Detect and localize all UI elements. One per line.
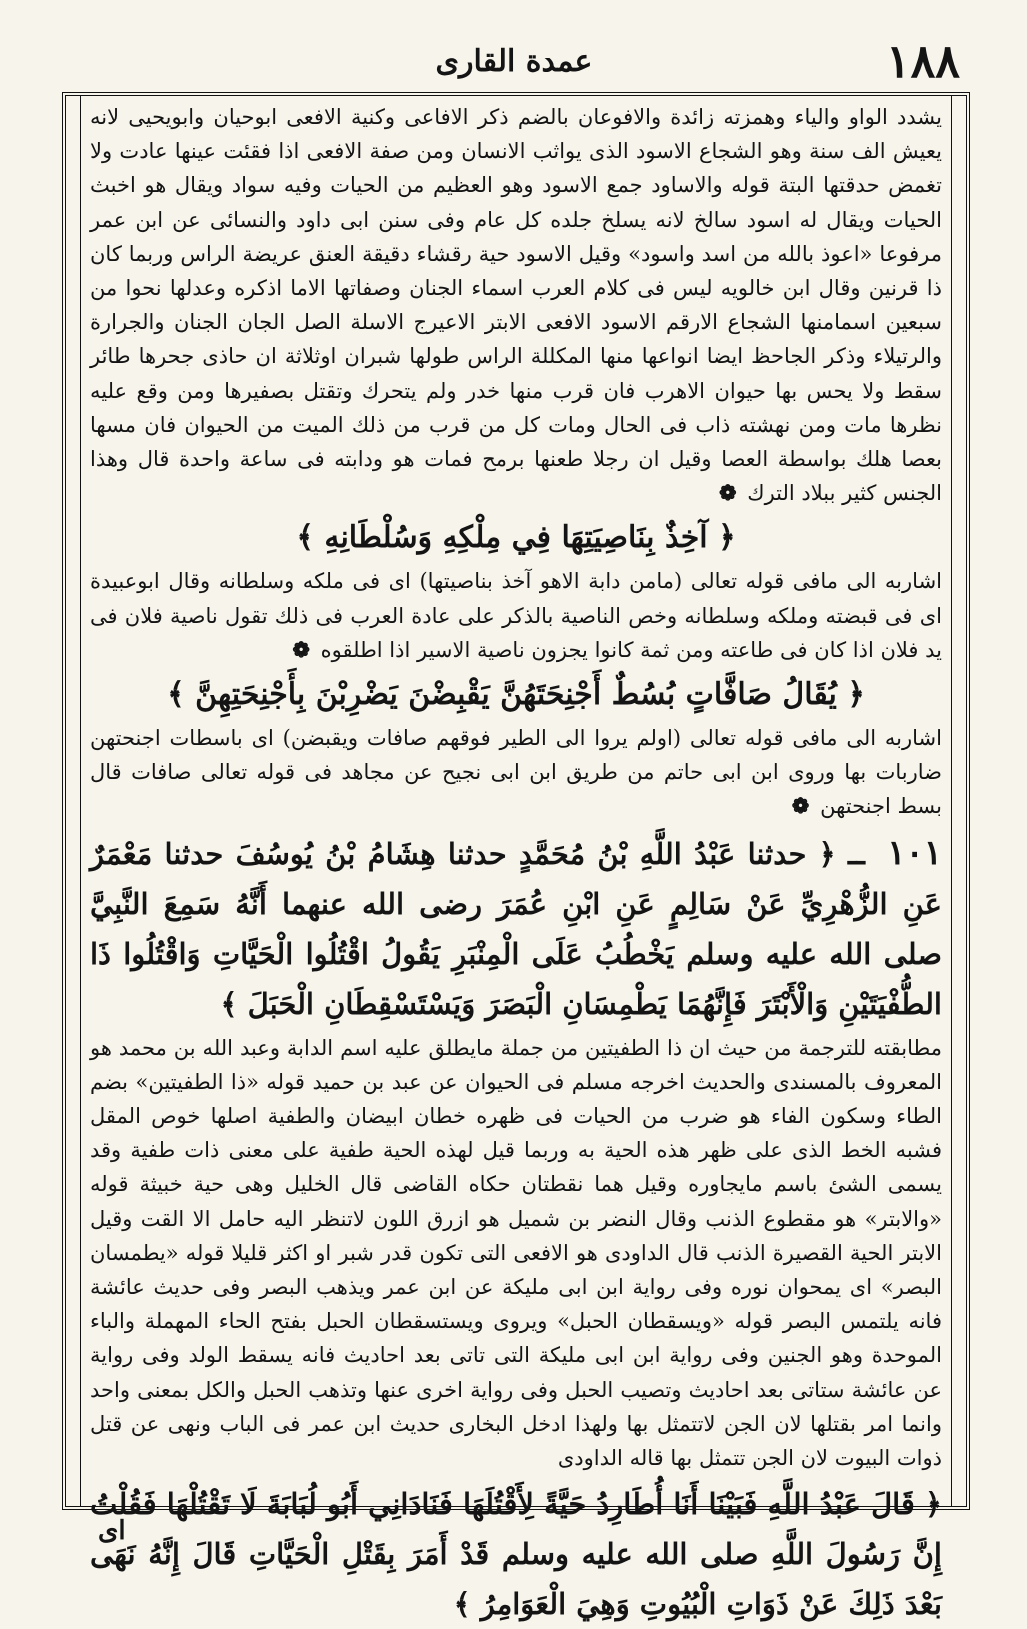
page-number: ١٨٨ <box>885 34 960 88</box>
running-title: عمدة القارى <box>435 44 593 79</box>
paragraph-text: اشاربه الى مافى قوله تعالى (اولم يروا الى الطير فوقهم صافات ويقبضن) اى باسطات اجنحتهن ضاربات بها وروى ابن ابى حاتم من طريق ابن ابى نجيح عن مجاهد فى قوله تعالى صافات قال بسط اجنحتهن <box>90 726 942 819</box>
hadith-dash: ــ <box>847 836 865 871</box>
hadith-text: حدثنا عَبْدُ اللَّهِ بْنُ مُحَمَّدٍ حدثنا هِشَامُ بْنُ يُوسُفَ حدثنا مَعْمَرٌ عَنِ الزُّهْرِيِّ عَنْ سَالِمٍ عَنِ ابْنِ عُمَرَ رضى الله عنهما أَنَّهُ سَمِعَ النَّبِيَّ صلى الله عليه وسلم يَخْطُبُ عَلَى الْمِنْبَرِ يَقُولُ اقْتُلُوا الْحَيَّاتِ وَاقْتُلُوا ذَا الطُّفْيَتَيْنِ وَالْأَبْتَرَ فَإِنَّهُمَا يَطْمِسَانِ الْبَصَرَ وَيَسْتَسْقِطَانِ الْحَبَلَ <box>90 836 942 1021</box>
page-header <box>60 34 968 88</box>
body-text <box>90 100 942 1622</box>
commentary-paragraph-4 <box>90 1031 942 1476</box>
chapter-heading-1 <box>90 516 942 560</box>
paragraph-text: مطابقته للترجمة من حيث ان ذا الطفيتين من جملة مايطلق عليه اسم الدابة وعبد الله بن محمد هو المعروف بالمسندى والحديث اخرجه مسلم فى الحيوان عن عبد بن حميد قوله «ذا الطفيتين» بضم الطاء وسكون الفاء هو ضرب من الحيات فى ظهره خطان ابيضان والطفية اصلها خوص المقل فشبه الخط الذى على ظهر هذه الحية به وربما قيل لهذه الحية طفية على معنى ذات طفية وقد يسمى الشئ باسم مايجاوره وقيل هما نقطتان حكاه القاضى قال الخليل وهى حية خبيثة قوله «والابتر» هو مقطوع الذنب وقال النضر بن شميل هو ازرق اللون لاتنظر اليه حامل الا القت وقيل الابتر الحية القصيرة الذنب قال الداودى هو الافعى التى تكون قدر شبر او اكثر قليلا قوله «يطمسان البصر» اى يمحوان نوره وفى رواية ابن ابى مليكة عن ابن عمر ويذهب البصر وفى حديث عائشة فانه يلتمس البصر قوله «ويسقطان الحبل» ويروى ويستسقطان الحبل بفتح الحاء المهملة والباء الموحدة وهو الجنين وفى رواية ابن ابى مليكة التى تاتى بعد احاديث فانه يسقط الولد وفى رواية عن عائشة ستاتى بعد احاديث وتصيب الحبل وفى رواية اخرى عنها وتذهب الحبل والكل بمعنى واحد وانما امر بقتلها لان الجن لاتتمثل بها ولهذا ادخل البخارى حديث ابن عمر فى الباب ونهى عن قتل ذوات البيوت لان الجن تتمثل بها قاله الداودى <box>90 1035 942 1471</box>
heading-text: آخِذٌ بِنَاصِيَتِهَا فِي مِلْكِهِ وَسُلْطَانِهِ <box>324 520 708 556</box>
end-mark: ❁ <box>791 793 810 819</box>
page-frame <box>62 92 970 1622</box>
paragraph-text: يشدد الواو والياء وهمزته زائدة والافوعان بالضم ذكر الافاعى وكنية الافعى ابوحيان وابويحيى لانه يعيش الف سنة وهو الشجاع الاسود الذى يواثب الانسان ومن صفة الافعى اذا فقئت عينها عادت ولا تغمض حدقتها البتة قوله والاساود جمع الاسود وهو العظيم من الحيات وفيه سواد ويقال هو اخبث الحيات ويقال له اسود سالخ لانه يسلخ جلده كل عام وفى سنن ابى داود والنسائى عن ابن عمر مرفوعا «اعوذ بالله من اسد واسود» وقيل الاسود حية رقشاء دقيقة العنق عريضة الراس وربما كان ذا قرنين وقال ابن خالويه ليس فى كلام العرب اسماء الجنان وصفاتها الاما اذكره وعدلها نحوا من سبعين اسمامنها الشجاع الارقم الاسود الافعى الابتر الاعيرج الاسلة الصل الجان الجنان والجرارة والرتيلاء وذكر الجاحظ ايضا انواعها منها المكللة الراس طولها شبران اوثلاثة ان حاذى جحرها طائر سقط ولا يحس بها حيوان الاهرب فان قرب منها خدر ولم يتحرك وتقتل بصفيرها ومن وقع عليه نظرها مات ومن نهشته ذاب فى الحال ومات كل من قرب من ذلك الميت من الحيوان فان مسها بعصا هلك بواسطة العصا وقيل ان رجلا طعنها برمح فمات هو ودابته فى ساعة واحدة قال وهذا الجنس كثير ببلاد الترك <box>90 105 942 506</box>
ornate-bracket-open: ﴿ <box>847 677 865 713</box>
quote-text: قَالَ عَبْدُ اللَّهِ فَبَيْنَا أَنَا أُطَارِدُ حَيَّةً لِأَقْتُلَهَا فَنَادَانِي أَبُو لُبَابَةَ لَا تَقْتُلْهَا فَقُلْتُ إِنَّ رَسُولَ اللَّهِ صلى الله عليه وسلم قَدْ أَمَرَ بِقَتْلِ الْحَيَّاتِ قَالَ إِنَّهُ نَهَى بَعْدَ ذَلِكَ عَنْ ذَوَاتِ الْبُيُوتِ وَهِيَ الْعَوَامِرُ <box>90 1487 942 1622</box>
paragraph-text: اشاربه الى مافى قوله تعالى (مامن دابة الاهو آخذ بناصيتها) اى فى ملكه وسلطانه وقال ابوعبيدة اى فى قبضته وملكه وسلطانه وخص الناصية بالذكر على عادة العرب فى ذلك تقول ناصية فلان فى يد فلان اذا كان فى طاعته ومن ثمة كانوا يجزون ناصية الاسير اذا اطلقوه <box>90 569 942 662</box>
quoted-narration <box>90 1479 942 1629</box>
chapter-heading-2 <box>90 673 942 717</box>
ornate-bracket-close: ﴾ <box>453 1587 471 1622</box>
ornate-bracket-close: ﴾ <box>296 520 314 556</box>
hadith-number: ١٠١ <box>887 832 942 873</box>
ornate-bracket-open: ﴿ <box>718 520 736 556</box>
hadith-block <box>90 828 942 1029</box>
commentary-paragraph-2 <box>90 564 942 667</box>
ornate-bracket-open: ﴿ <box>818 836 836 871</box>
end-mark: ❁ <box>292 636 310 662</box>
commentary-paragraph-3 <box>90 721 942 824</box>
heading-text: يُقَالُ صَافَّاتٍ بُسُطٌ أَجْنِحَتَهُنَّ يَقْبِضْنَ يَضْرِبْنَ بِأَجْنِحَتِهِنَّ <box>195 677 837 713</box>
ornate-bracket-close: ﴾ <box>167 677 185 713</box>
end-mark: ❁ <box>718 480 737 506</box>
ornate-bracket-close: ﴾ <box>220 986 238 1021</box>
ornate-bracket-open: ﴿ <box>925 1487 942 1522</box>
catchword: اى <box>98 1516 126 1546</box>
commentary-paragraph-1 <box>90 100 942 510</box>
